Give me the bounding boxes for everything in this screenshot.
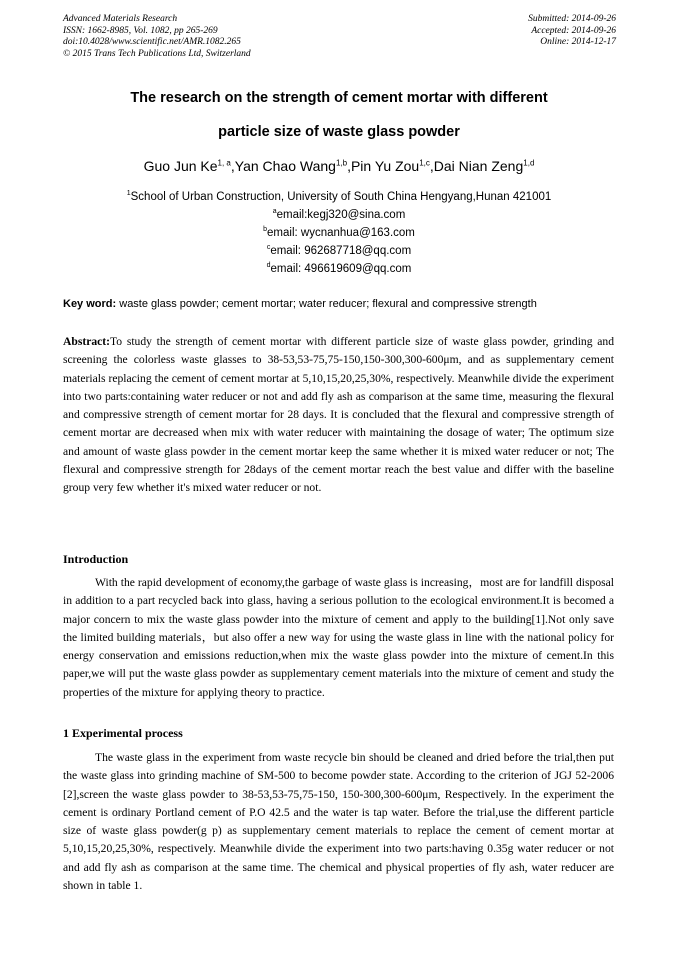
abstract-label: Abstract:	[63, 335, 111, 348]
dates-header	[528, 14, 616, 49]
experimental-heading: 1 Experimental process	[63, 726, 183, 740]
email-c	[60, 244, 618, 257]
affiliation	[60, 190, 618, 203]
keywords-text: waste glass powder; cement mortar; water reducer; flexural and compressive strength	[116, 298, 537, 310]
author-sup: 1,c	[419, 158, 430, 168]
journal-copyright: © 2015 Trans Tech Publications Ltd, Switzerland	[63, 48, 251, 59]
author-sup: 1,b	[335, 158, 348, 168]
journal-name: Advanced Materials Research	[63, 14, 178, 24]
affiliation-text: School of Urban Construction, University of South China Hengyang,Hunan 421001	[130, 190, 552, 203]
keywords-label: Key word:	[63, 298, 117, 310]
journal-issn: ISSN: 1662-8985, Vol. 1082, pp 265-269	[63, 25, 218, 36]
author-sup: 1, a	[217, 158, 231, 168]
affiliation-sup: 1	[126, 190, 131, 197]
email-text: email: 496619609@qq.com	[270, 262, 412, 275]
abstract	[63, 333, 614, 498]
paper-title-line-1: The research on the strength of cement mortar with different	[130, 90, 548, 106]
email-sup: c	[266, 244, 271, 251]
abstract-text: To study the strength of cement mortar with different particle size of waste glass powder, grinding and screening the colorless waste glasses to 38-53,53-75,75-150,150-300,300-600μm, and as supplementary cement materials replacing the cement of cement mortar at 5,10,15,20,25,30%, respectively. Meanwhile divide the experiment into two parts:containing water reducer or not and add fly ash as comparison at the same time, measuring the flexural and compressive strength of cement mortar for 28 days. It is concluded that the flexural and compressive strength of cement mortar are decreased when mix with water reducer with maintaining the dosage of water; The optimum size and amount of waste glass powder in the cement mortar keep the same whether it is mixed water reducer or not; The flexural and compressive strength for 28days of the cement mortar reach the best value and differ with the baseline group very few whether it's mixed water reducer or not.	[63, 335, 614, 495]
email-text: email: wycnanhua@163.com	[267, 226, 415, 239]
journal-doi: doi:10.4028/www.scientific.net/AMR.1082.265	[63, 37, 241, 47]
email-sup: a	[272, 208, 277, 215]
author-list: Guo Jun Ke$^{1, a}$,Yan Chao Wang$^{1,b}$,Pin Yu Zou$^{1,c}$,Dai Nian Zeng$^{1,d}$	[143, 158, 535, 174]
author-name: Pin Yu Zou	[350, 158, 420, 174]
email-sup: d	[266, 262, 271, 269]
email-text: email: 962687718@qq.com	[270, 244, 412, 257]
accepted-date: Accepted: 2014-09-26	[531, 25, 616, 36]
email-sup: b	[263, 226, 268, 233]
author-name: Dai Nian Zeng	[433, 158, 524, 174]
keywords	[63, 298, 623, 310]
paper-title-line-2: particle size of waste glass powder	[218, 124, 460, 140]
online-date: Online: 2014-12-17	[540, 37, 616, 47]
author-sup: 1,d	[523, 158, 535, 168]
journal-header	[63, 14, 251, 60]
email-text: email:kegj320@sina.com	[276, 208, 406, 221]
introduction-paragraph: With the rapid development of economy,the garbage of waste glass is increasing，most are for landfill disposal in addition to a part recycled back into glass, having a serious pollution to the ecological environment.It is becomed a major concern to mix the waste glass powder into the mixture of cement and apply to the building[1].Not only save the limited building materials，but also offer a new way for using the waste glass in line with the national policy for energy conservation and emissions reduction,when mix the waste glass powder into the mixture of cement.In this paper,we will put the waste glass powder as supplementary cement materials into the mixture of cement and study the properties of the mixture for applying theory to practice.	[63, 576, 614, 699]
submitted-date: Submitted: 2014-09-26	[528, 14, 616, 24]
email-b	[60, 226, 618, 239]
author-name: Guo Jun Ke	[143, 158, 218, 174]
email-a	[60, 208, 618, 221]
email-d	[60, 262, 618, 275]
introduction-heading: Introduction	[63, 552, 129, 566]
experimental-paragraph: The waste glass in the experiment from waste recycle bin should be cleaned and dried before the trial,then put the waste glass into grinding machine of SM-500 to become powder state. According to the criterion of JGJ 52-2006 [2],screen the waste glass powder to 38-53,53-75,75-150, 150-300,300-600μm, Respectively. In the experiment the cement is ordinary Portland cement of P.O 42.5 and the water is tap water. Before the trial,use the different particle size of waste glass powder(g p) as supplementary cement materials to replace the cement of cement mortar at 5,10,15,20,25,30%, respectively. Meanwhile divide the experiment into two parts:having 0.35g water reducer or not and add fly ash as comparison at the same time. The chemical and physical properties of fly ash, water reducer are shown in table 1.	[63, 751, 614, 893]
author-name: Yan Chao Wang	[234, 158, 336, 174]
